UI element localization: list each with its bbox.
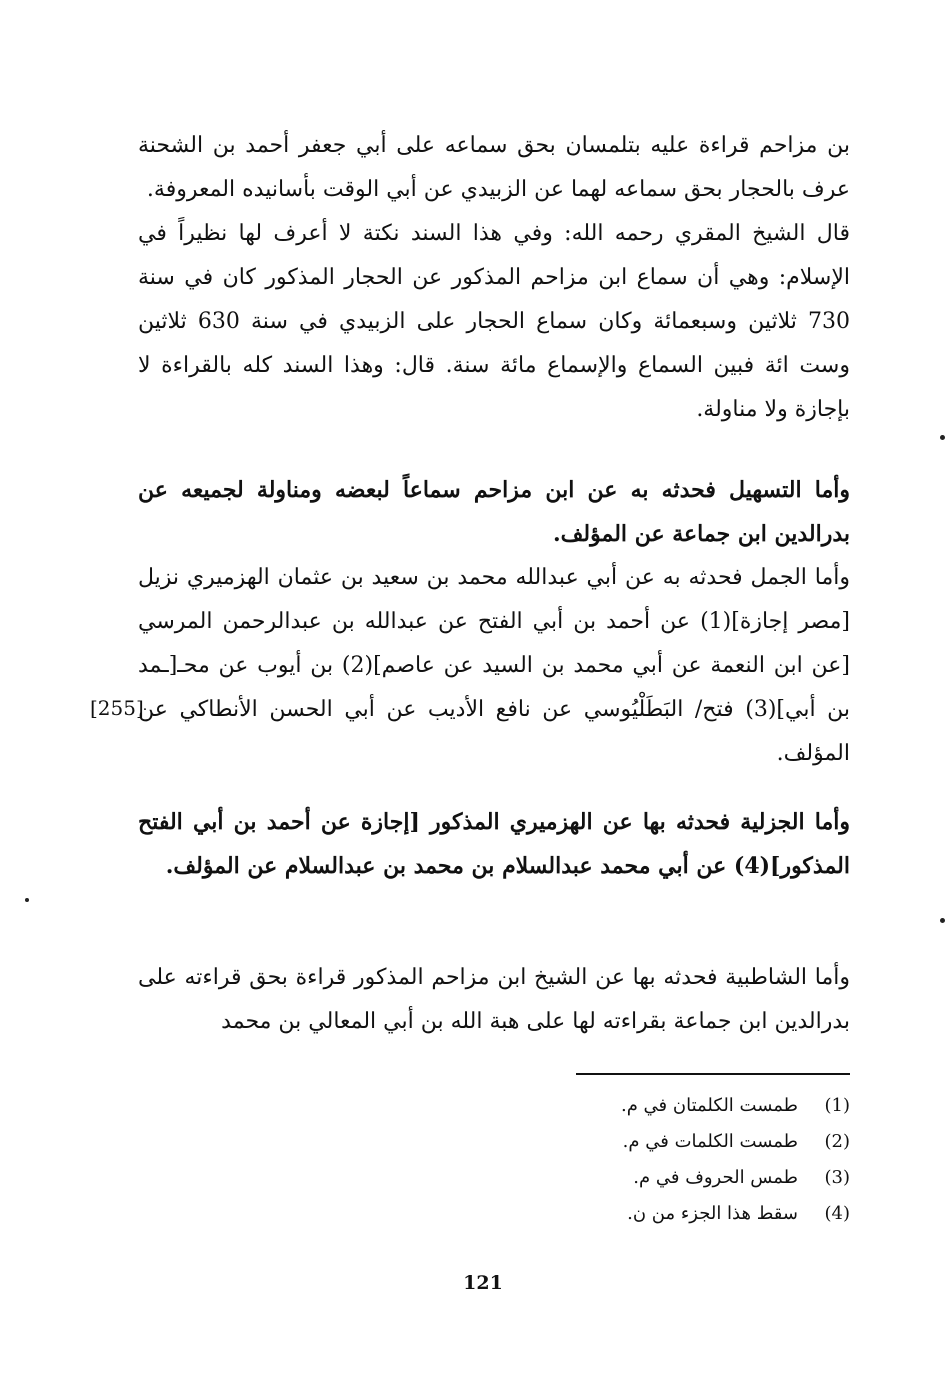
footnote-text: سقط هذا الجزء من ن.: [627, 1203, 798, 1224]
paragraph-text: بن مزاحم قراءة عليه بتلمسان بحق سماعه على أبي جعفر أحمد بن الشحنة عرف بالحجار بحق سماعه لهما عن الزبيدي عن أبي الوقت بأسانيده المعروفة.: [138, 133, 850, 202]
paragraph-shatibiyya: [138, 956, 850, 1044]
manuscript-folio-reference: [255]: [90, 696, 144, 720]
footnote-number: (4): [824, 1203, 850, 1224]
footnote-item: [450, 1196, 850, 1232]
paragraph-isnad-hajjar: [138, 124, 850, 212]
paragraph-jumal: [138, 556, 850, 776]
footnote-number: (1): [824, 1095, 850, 1116]
footnote-text: طمست الكلمات في م.: [622, 1131, 798, 1152]
paragraph-maqqari-remark: [138, 212, 850, 432]
footnote-number: (2): [824, 1131, 850, 1152]
paragraph-juzuliyya: [138, 800, 850, 888]
paragraph-text: وأما الجزلية فحدثه بها عن الهزميري المذكور [إجازة عن أحمد بن أبي الفتح المذكور](4) عن أبي محمد عبدالسلام بن محمد بن عبدالسلام عن المؤلف.: [138, 809, 850, 879]
paragraph-text: قال الشيخ المقري رحمه الله: وفي هذا السند نكتة لا أعرف لها نظيراً في الإسلام: وهي أن سماع ابن مزاحم المذكور عن الحجار المذكور كان في سنة 730 ثلاثين وسبعمائة وكان سماع الحجار على الزبيدي في سنة 630 ثلاثين وست ائة فبين السماع والإسماع مائة سنة. قال: وهذا السند كله بالقراءة لا بإجازة ولا مناولة.: [138, 221, 850, 422]
scan-mark: [940, 435, 945, 440]
page-number: 121: [463, 1272, 503, 1294]
scan-mark: [25, 898, 29, 902]
footnote-separator: [576, 1073, 850, 1075]
footnote-text: طمس الحروف في م.: [633, 1167, 798, 1188]
footnote-item: [450, 1124, 850, 1160]
footnote-item: [450, 1160, 850, 1196]
footnote-item: [450, 1088, 850, 1124]
paragraph-text: وأما الشاطبية فحدثه بها عن الشيخ ابن مزاحم المذكور قراءة بحق قراءته على بدرالدين ابن جماعة بقراءته لها على هبة الله بن أبي المعالي بن محمد: [138, 965, 850, 1034]
footnote-text: طمست الكلمتان في م.: [620, 1095, 798, 1116]
footnotes: [450, 1088, 850, 1232]
paragraph-text: وأما الجمل فحدثه به عن أبي عبدالله محمد بن سعيد بن عثمان الهزميري نزيل [مصر إجازة](1) عن أحمد بن أبي الفتح عن عبدالله بن عبدالرحمن المرسي [عن ابن النعمة عن أبي محمد بن السيد عن عاصم](2) بن أيوب عن محـ[ـمد بن أبي](3) فتح/ البَطَلْيُوسي عن نافع الأديب عن أبي الحسن الأنطاكي عن المؤلف.: [138, 565, 850, 766]
paragraph-tashil: [138, 468, 850, 556]
footnote-number: (3): [824, 1167, 850, 1188]
paragraph-text: وأما التسهيل فحدثه به عن ابن مزاحم سماعاً لبعضه ومناولة لجميعه عن بدرالدين ابن جماعة عن المؤلف.: [138, 477, 850, 547]
scan-mark: [940, 918, 945, 923]
